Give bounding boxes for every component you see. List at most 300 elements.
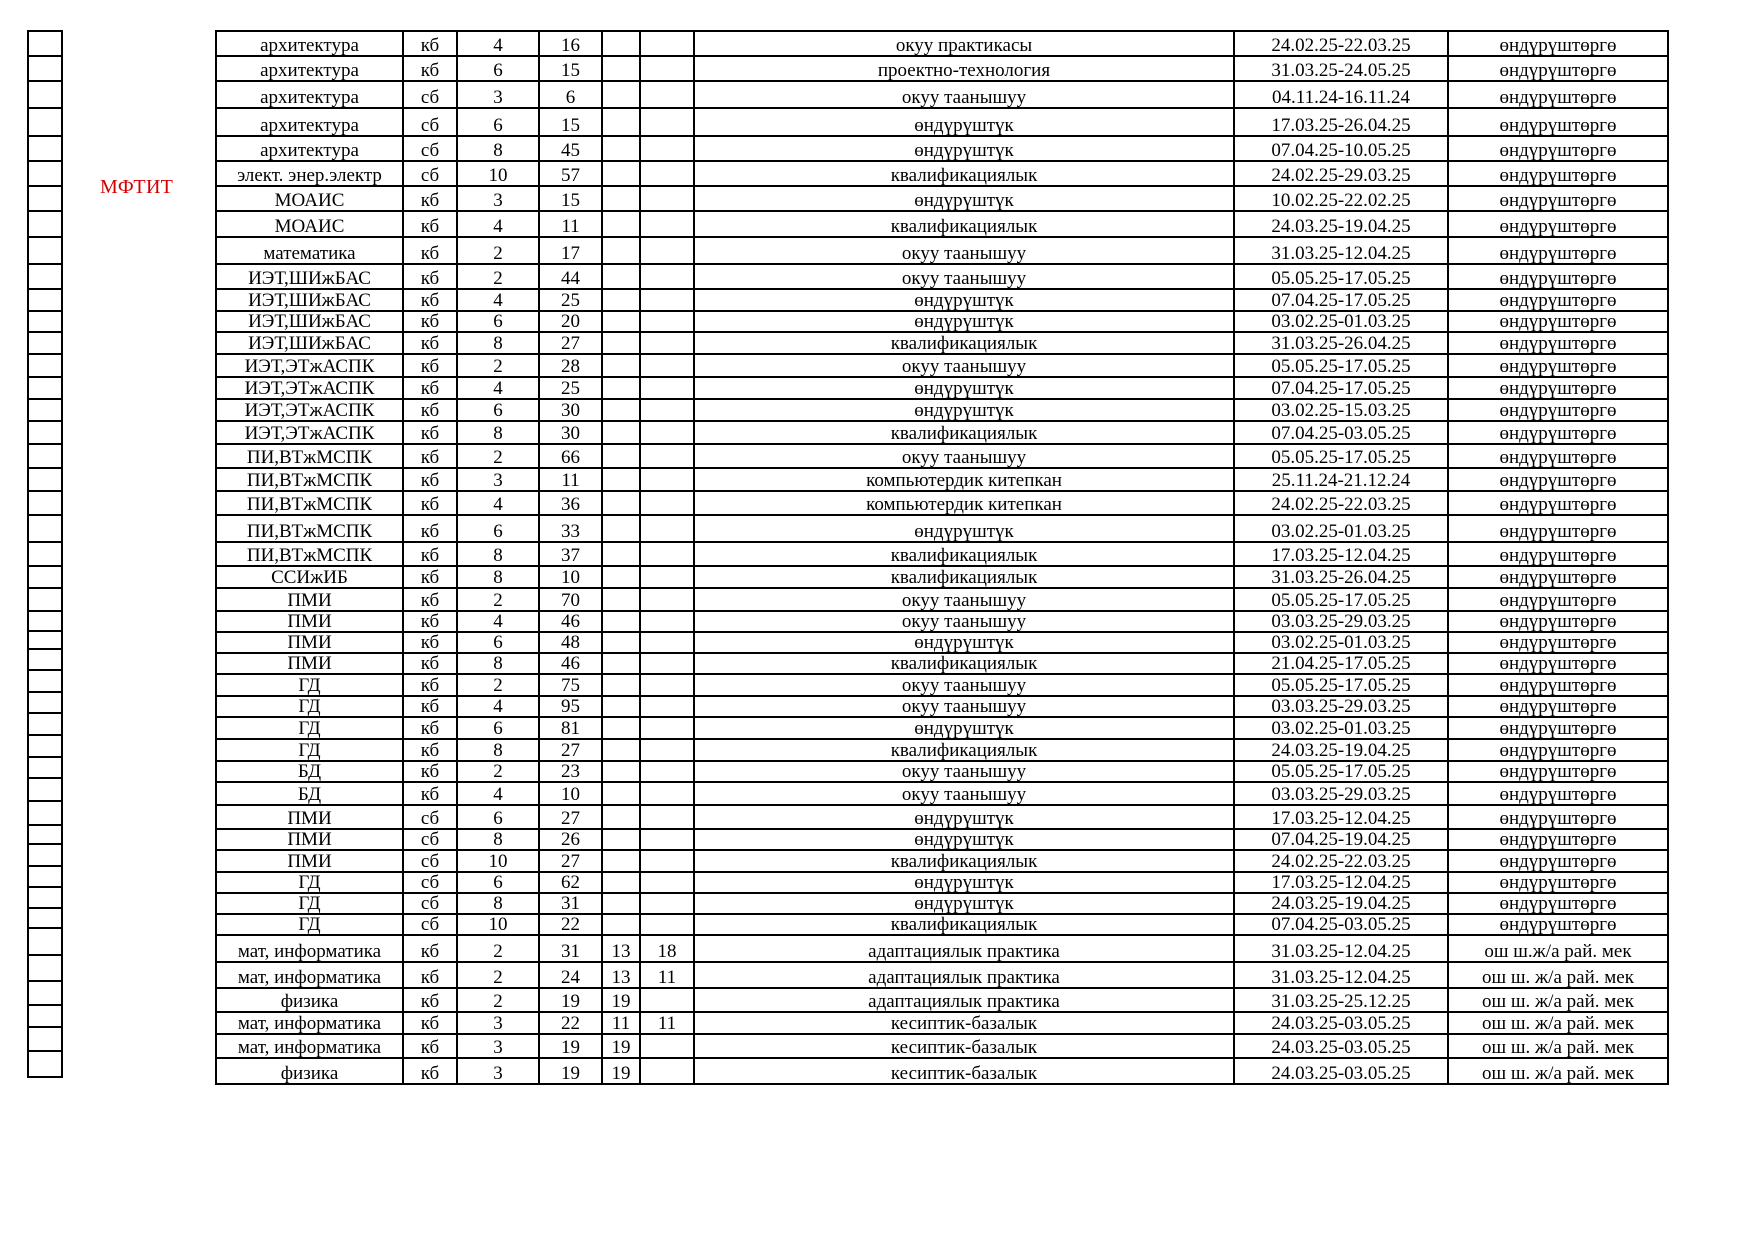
subgroup-b-cell — [640, 421, 694, 444]
subgroup-b-cell — [640, 566, 694, 588]
row-checkbox-cell — [28, 289, 62, 311]
direction-cell: ГД — [216, 893, 403, 914]
practice-dates-cell: 05.05.25-17.05.25 — [1234, 674, 1448, 696]
subgroup-b-cell — [640, 653, 694, 674]
table-row — [216, 354, 1668, 377]
course-cell: 2 — [457, 935, 539, 962]
table-row — [216, 739, 1668, 761]
subgroup-a-cell — [602, 399, 640, 421]
row-checkbox-cell — [28, 56, 62, 81]
row-checkbox-cell — [28, 801, 62, 825]
direction-cell: ИЭТ,ШИжБАС — [216, 332, 403, 354]
student-count-cell: 30 — [539, 399, 602, 421]
practice-place-cell: өндүрүштөргө — [1448, 696, 1668, 717]
subgroup-a-cell — [602, 850, 640, 872]
row-checkbox-cell — [28, 81, 62, 108]
practice-type-cell: өндүрүштүк — [694, 108, 1234, 136]
subgroup-b-cell — [640, 399, 694, 421]
practice-place-cell: өндүрүштөргө — [1448, 56, 1668, 81]
practice-type-cell: окуу таанышуу — [694, 264, 1234, 289]
practice-type-cell: кесиптик-базалык — [694, 1058, 1234, 1084]
practice-place-cell: өндүрүштөргө — [1448, 468, 1668, 491]
direction-cell: ПМИ — [216, 588, 403, 611]
row-checkbox-cell — [28, 264, 62, 289]
subgroup-a-cell — [602, 829, 640, 850]
student-count-cell: 81 — [539, 717, 602, 739]
practice-dates-cell: 17.03.25-12.04.25 — [1234, 872, 1448, 893]
subgroup-b-cell — [640, 893, 694, 914]
practice-place-cell: өндүрүштөргө — [1448, 739, 1668, 761]
direction-cell: архитектура — [216, 31, 403, 56]
course-cell: 8 — [457, 739, 539, 761]
subgroup-b-cell — [640, 674, 694, 696]
table-row — [216, 444, 1668, 468]
subgroup-b-cell — [640, 186, 694, 211]
subgroup-b-cell — [640, 468, 694, 491]
row-checkbox-cell — [28, 692, 62, 713]
subgroup-b-cell — [640, 264, 694, 289]
direction-cell: ПМИ — [216, 632, 403, 653]
study-form-cell: кб — [403, 399, 457, 421]
table-row — [216, 588, 1668, 611]
direction-cell: физика — [216, 1058, 403, 1084]
subgroup-a-cell — [602, 31, 640, 56]
practice-dates-cell: 03.03.25-29.03.25 — [1234, 782, 1448, 805]
student-count-cell: 27 — [539, 805, 602, 829]
subgroup-a-cell: 11 — [602, 1012, 640, 1034]
practice-place-cell: өндүрүштөргө — [1448, 542, 1668, 566]
table-row — [216, 761, 1668, 782]
subgroup-b-cell — [640, 161, 694, 186]
practice-type-cell: квалификациялык — [694, 161, 1234, 186]
practice-place-cell: өндүрүштөргө — [1448, 264, 1668, 289]
practice-dates-cell: 05.05.25-17.05.25 — [1234, 444, 1448, 468]
practice-type-cell: өндүрүштүк — [694, 186, 1234, 211]
table-row — [216, 332, 1668, 354]
study-form-cell: сб — [403, 805, 457, 829]
student-count-cell: 27 — [539, 332, 602, 354]
row-checkbox-cell — [28, 515, 62, 542]
student-count-cell: 31 — [539, 935, 602, 962]
direction-cell: ИЭТ,ШИжБАС — [216, 289, 403, 311]
subgroup-a-cell — [602, 81, 640, 108]
study-form-cell: кб — [403, 588, 457, 611]
subgroup-b-cell — [640, 805, 694, 829]
subgroup-b-cell — [640, 588, 694, 611]
course-cell: 3 — [457, 1058, 539, 1084]
study-form-cell: кб — [403, 761, 457, 782]
study-form-cell: сб — [403, 850, 457, 872]
direction-cell: архитектура — [216, 56, 403, 81]
subgroup-a-cell: 19 — [602, 988, 640, 1012]
practice-dates-cell: 25.11.24-21.12.24 — [1234, 468, 1448, 491]
course-cell: 8 — [457, 136, 539, 161]
practice-place-cell: өндүрүштөргө — [1448, 444, 1668, 468]
row-checkbox-cell — [28, 778, 62, 801]
practice-place-cell: өндүрүштөргө — [1448, 289, 1668, 311]
subgroup-b-cell — [640, 237, 694, 264]
practice-type-cell: окуу таанышуу — [694, 588, 1234, 611]
table-row — [216, 311, 1668, 332]
row-checkbox-cell — [28, 31, 62, 56]
practice-type-cell: өндүрүштүк — [694, 717, 1234, 739]
practice-place-cell: өндүрүштөргө — [1448, 717, 1668, 739]
practice-place-cell: өндүрүштөргө — [1448, 377, 1668, 399]
table-row — [216, 161, 1668, 186]
subgroup-a-cell — [602, 421, 640, 444]
practice-type-cell: квалификациялык — [694, 566, 1234, 588]
study-form-cell: кб — [403, 31, 457, 56]
direction-cell: ПИ,ВТжМСПК — [216, 444, 403, 468]
course-cell: 6 — [457, 632, 539, 653]
practice-dates-cell: 07.04.25-03.05.25 — [1234, 914, 1448, 935]
course-cell: 8 — [457, 332, 539, 354]
practice-place-cell: өндүрүштөргө — [1448, 31, 1668, 56]
table-row — [216, 81, 1668, 108]
subgroup-b-cell: 11 — [640, 1012, 694, 1034]
practice-dates-cell: 03.02.25-01.03.25 — [1234, 311, 1448, 332]
student-count-cell: 27 — [539, 739, 602, 761]
practice-dates-cell: 24.02.25-22.03.25 — [1234, 850, 1448, 872]
practice-type-cell: квалификациялык — [694, 653, 1234, 674]
practice-place-cell: өндүрүштөргө — [1448, 237, 1668, 264]
subgroup-b-cell — [640, 211, 694, 237]
table-row — [216, 468, 1668, 491]
practice-type-cell: өндүрүштүк — [694, 515, 1234, 542]
student-count-cell: 11 — [539, 211, 602, 237]
practice-place-cell: өндүрүштөргө — [1448, 566, 1668, 588]
subgroup-b-cell — [640, 1034, 694, 1058]
direction-cell: ГД — [216, 739, 403, 761]
student-count-cell: 24 — [539, 962, 602, 988]
row-checkbox-cell — [28, 468, 62, 491]
student-count-cell: 46 — [539, 653, 602, 674]
student-count-cell: 46 — [539, 611, 602, 632]
student-count-cell: 26 — [539, 829, 602, 850]
study-form-cell: кб — [403, 211, 457, 237]
practice-type-cell: окуу таанышуу — [694, 611, 1234, 632]
table-row — [216, 542, 1668, 566]
subgroup-a-cell — [602, 674, 640, 696]
practice-type-cell: окуу таанышуу — [694, 81, 1234, 108]
practice-place-cell: өндүрүштөргө — [1448, 108, 1668, 136]
subgroup-b-cell — [640, 31, 694, 56]
direction-cell: мат, информатика — [216, 1012, 403, 1034]
direction-cell: ПИ,ВТжМСПК — [216, 491, 403, 515]
practice-place-cell: өндүрүштөргө — [1448, 782, 1668, 805]
course-cell: 2 — [457, 761, 539, 782]
row-checkbox-cell — [28, 866, 62, 887]
table-row — [216, 653, 1668, 674]
practice-type-cell: өндүрүштүк — [694, 311, 1234, 332]
practice-place-cell: өндүрүштөргө — [1448, 311, 1668, 332]
practice-type-cell: окуу таанышуу — [694, 782, 1234, 805]
student-count-cell: 30 — [539, 421, 602, 444]
direction-cell: элект. энер.электр — [216, 161, 403, 186]
course-cell: 2 — [457, 444, 539, 468]
row-checkbox-cell — [28, 399, 62, 421]
practice-type-cell: өндүрүштүк — [694, 399, 1234, 421]
course-cell: 3 — [457, 1012, 539, 1034]
student-count-cell: 25 — [539, 289, 602, 311]
subgroup-a-cell: 19 — [602, 1058, 640, 1084]
practice-place-cell: өндүрүштөргө — [1448, 211, 1668, 237]
study-form-cell: кб — [403, 653, 457, 674]
direction-cell: ГД — [216, 674, 403, 696]
direction-cell: ПМИ — [216, 829, 403, 850]
row-checkbox-cell — [28, 311, 62, 332]
practice-dates-cell: 03.02.25-01.03.25 — [1234, 717, 1448, 739]
practice-place-cell: өндүрүштөргө — [1448, 515, 1668, 542]
course-cell: 2 — [457, 588, 539, 611]
student-count-cell: 31 — [539, 893, 602, 914]
table-row — [216, 893, 1668, 914]
study-form-cell: кб — [403, 264, 457, 289]
table-row — [216, 56, 1668, 81]
subgroup-a-cell — [602, 468, 640, 491]
subgroup-a-cell — [602, 632, 640, 653]
table-row — [216, 491, 1668, 515]
practice-dates-cell: 24.02.25-29.03.25 — [1234, 161, 1448, 186]
student-count-cell: 19 — [539, 1058, 602, 1084]
practice-type-cell: өндүрүштүк — [694, 289, 1234, 311]
row-checkbox-cell — [28, 161, 62, 186]
subgroup-b-cell — [640, 289, 694, 311]
practice-type-cell: өндүрүштүк — [694, 872, 1234, 893]
practice-type-cell: өндүрүштүк — [694, 829, 1234, 850]
direction-cell: ПИ,ВТжМСПК — [216, 542, 403, 566]
practice-type-cell: окуу практикасы — [694, 31, 1234, 56]
subgroup-a-cell — [602, 311, 640, 332]
table-row — [216, 962, 1668, 988]
subgroup-a-cell — [602, 186, 640, 211]
subgroup-b-cell — [640, 761, 694, 782]
subgroup-a-cell — [602, 588, 640, 611]
row-checkbox-cell — [28, 421, 62, 444]
practice-type-cell: окуу таанышуу — [694, 761, 1234, 782]
study-form-cell: кб — [403, 186, 457, 211]
study-form-cell: кб — [403, 311, 457, 332]
practice-dates-cell: 24.03.25-19.04.25 — [1234, 211, 1448, 237]
course-cell: 6 — [457, 717, 539, 739]
direction-cell: ПМИ — [216, 653, 403, 674]
direction-cell: мат, информатика — [216, 935, 403, 962]
practice-place-cell: өндүрүштөргө — [1448, 611, 1668, 632]
row-checkbox-cell — [28, 825, 62, 844]
practice-dates-cell: 21.04.25-17.05.25 — [1234, 653, 1448, 674]
direction-cell: ГД — [216, 914, 403, 935]
practice-place-cell: өндүрүштөргө — [1448, 850, 1668, 872]
practice-place-cell: өндүрүштөргө — [1448, 332, 1668, 354]
table-row — [216, 377, 1668, 399]
course-cell: 8 — [457, 653, 539, 674]
row-checkbox-cell — [28, 491, 62, 515]
course-cell: 10 — [457, 850, 539, 872]
direction-cell: мат, информатика — [216, 962, 403, 988]
subgroup-a-cell — [602, 761, 640, 782]
course-cell: 6 — [457, 872, 539, 893]
subgroup-b-cell — [640, 81, 694, 108]
practice-dates-cell: 31.03.25-24.05.25 — [1234, 56, 1448, 81]
direction-cell: ПМИ — [216, 850, 403, 872]
student-count-cell: 19 — [539, 1034, 602, 1058]
subgroup-a-cell — [602, 782, 640, 805]
table-row — [216, 782, 1668, 805]
study-form-cell: сб — [403, 829, 457, 850]
study-form-cell: кб — [403, 962, 457, 988]
practice-dates-cell: 07.04.25-17.05.25 — [1234, 289, 1448, 311]
table-row — [216, 566, 1668, 588]
practice-type-cell: кесиптик-базалык — [694, 1034, 1234, 1058]
subgroup-a-cell — [602, 56, 640, 81]
practice-dates-cell: 03.02.25-15.03.25 — [1234, 399, 1448, 421]
study-form-cell: кб — [403, 566, 457, 588]
student-count-cell: 15 — [539, 186, 602, 211]
practice-type-cell: өндүрүштүк — [694, 632, 1234, 653]
practice-type-cell: окуу таанышуу — [694, 674, 1234, 696]
student-count-cell: 27 — [539, 850, 602, 872]
student-count-cell: 17 — [539, 237, 602, 264]
student-count-cell: 11 — [539, 468, 602, 491]
row-checkbox-cell — [28, 588, 62, 611]
subgroup-a-cell — [602, 893, 640, 914]
study-form-cell: кб — [403, 988, 457, 1012]
course-cell: 3 — [457, 186, 539, 211]
practice-dates-cell: 31.03.25-12.04.25 — [1234, 935, 1448, 962]
student-count-cell: 10 — [539, 782, 602, 805]
subgroup-b-cell — [640, 717, 694, 739]
course-cell: 6 — [457, 515, 539, 542]
practice-type-cell: компьютердик китепкан — [694, 491, 1234, 515]
student-count-cell: 45 — [539, 136, 602, 161]
course-cell: 6 — [457, 805, 539, 829]
student-count-cell: 48 — [539, 632, 602, 653]
row-checkbox-cell — [28, 713, 62, 735]
subgroup-a-cell — [602, 805, 640, 829]
course-cell: 8 — [457, 421, 539, 444]
study-form-cell: кб — [403, 354, 457, 377]
table-row — [216, 1034, 1668, 1058]
practice-type-cell: адаптациялык практика — [694, 988, 1234, 1012]
direction-cell: архитектура — [216, 108, 403, 136]
subgroup-b-cell: 11 — [640, 962, 694, 988]
subgroup-b-cell: 18 — [640, 935, 694, 962]
subgroup-a-cell — [602, 914, 640, 935]
subgroup-a-cell — [602, 237, 640, 264]
practice-place-cell: өндүрүштөргө — [1448, 829, 1668, 850]
row-checkbox-cell — [28, 136, 62, 161]
subgroup-a-cell — [602, 515, 640, 542]
study-form-cell: кб — [403, 289, 457, 311]
practice-type-cell: кесиптик-базалык — [694, 1012, 1234, 1034]
faculty-label: МФТИТ — [100, 176, 174, 198]
practice-schedule-table — [215, 30, 1669, 1085]
practice-type-cell: окуу таанышуу — [694, 237, 1234, 264]
practice-type-cell: проектно-технология — [694, 56, 1234, 81]
practice-place-cell: ош ш. ж/а рай. мек — [1448, 1034, 1668, 1058]
table-row — [216, 1012, 1668, 1034]
practice-place-cell: өндүрүштөргө — [1448, 81, 1668, 108]
practice-place-cell: өндүрүштөргө — [1448, 761, 1668, 782]
practice-place-cell: өндүрүштөргө — [1448, 399, 1668, 421]
practice-place-cell: өндүрүштөргө — [1448, 893, 1668, 914]
student-count-cell: 28 — [539, 354, 602, 377]
practice-dates-cell: 31.03.25-12.04.25 — [1234, 962, 1448, 988]
direction-cell: МОАИС — [216, 186, 403, 211]
table-row — [216, 31, 1668, 56]
study-form-cell: кб — [403, 935, 457, 962]
study-form-cell: кб — [403, 542, 457, 566]
subgroup-b-cell — [640, 377, 694, 399]
row-checkbox-cell — [28, 611, 62, 631]
direction-cell: ИЭТ,ЭТжАСПК — [216, 354, 403, 377]
subgroup-b-cell — [640, 914, 694, 935]
practice-dates-cell: 04.11.24-16.11.24 — [1234, 81, 1448, 108]
practice-type-cell: окуу таанышуу — [694, 444, 1234, 468]
row-checkbox-cell — [28, 1005, 62, 1027]
subgroup-a-cell — [602, 696, 640, 717]
student-count-cell: 33 — [539, 515, 602, 542]
row-checkbox-cell — [28, 649, 62, 670]
direction-cell: ГД — [216, 696, 403, 717]
table-row — [216, 211, 1668, 237]
study-form-cell: сб — [403, 81, 457, 108]
subgroup-b-cell — [640, 632, 694, 653]
row-checkbox-cell — [28, 542, 62, 566]
student-count-cell: 25 — [539, 377, 602, 399]
study-form-cell: сб — [403, 161, 457, 186]
subgroup-b-cell — [640, 1058, 694, 1084]
direction-cell: ССИжИБ — [216, 566, 403, 588]
table-row — [216, 717, 1668, 739]
practice-place-cell: ош ш. ж/а рай. мек — [1448, 962, 1668, 988]
subgroup-a-cell — [602, 611, 640, 632]
subgroup-b-cell — [640, 311, 694, 332]
student-count-cell: 15 — [539, 56, 602, 81]
study-form-cell: сб — [403, 872, 457, 893]
course-cell: 4 — [457, 696, 539, 717]
direction-cell: архитектура — [216, 136, 403, 161]
course-cell: 3 — [457, 81, 539, 108]
direction-cell: ПИ,ВТжМСПК — [216, 468, 403, 491]
student-count-cell: 19 — [539, 988, 602, 1012]
practice-place-cell: ош ш.ж/а рай. мек — [1448, 935, 1668, 962]
student-count-cell: 15 — [539, 108, 602, 136]
subgroup-b-cell — [640, 850, 694, 872]
practice-dates-cell: 07.04.25-10.05.25 — [1234, 136, 1448, 161]
subgroup-b-cell — [640, 542, 694, 566]
subgroup-a-cell — [602, 491, 640, 515]
practice-type-cell: квалификациялык — [694, 542, 1234, 566]
practice-type-cell: квалификациялык — [694, 914, 1234, 935]
practice-dates-cell: 24.03.25-03.05.25 — [1234, 1012, 1448, 1034]
study-form-cell: кб — [403, 611, 457, 632]
practice-dates-cell: 24.02.25-22.03.25 — [1234, 31, 1448, 56]
practice-place-cell: өндүрүштөргө — [1448, 421, 1668, 444]
study-form-cell: кб — [403, 377, 457, 399]
course-cell: 10 — [457, 161, 539, 186]
practice-type-cell: адаптациялык практика — [694, 962, 1234, 988]
practice-dates-cell: 17.03.25-26.04.25 — [1234, 108, 1448, 136]
study-form-cell: сб — [403, 136, 457, 161]
direction-cell: ПМИ — [216, 805, 403, 829]
practice-dates-cell: 03.02.25-01.03.25 — [1234, 632, 1448, 653]
table-row — [216, 1058, 1668, 1084]
table-row — [216, 237, 1668, 264]
course-cell: 4 — [457, 31, 539, 56]
practice-place-cell: өндүрүштөргө — [1448, 805, 1668, 829]
subgroup-a-cell — [602, 717, 640, 739]
